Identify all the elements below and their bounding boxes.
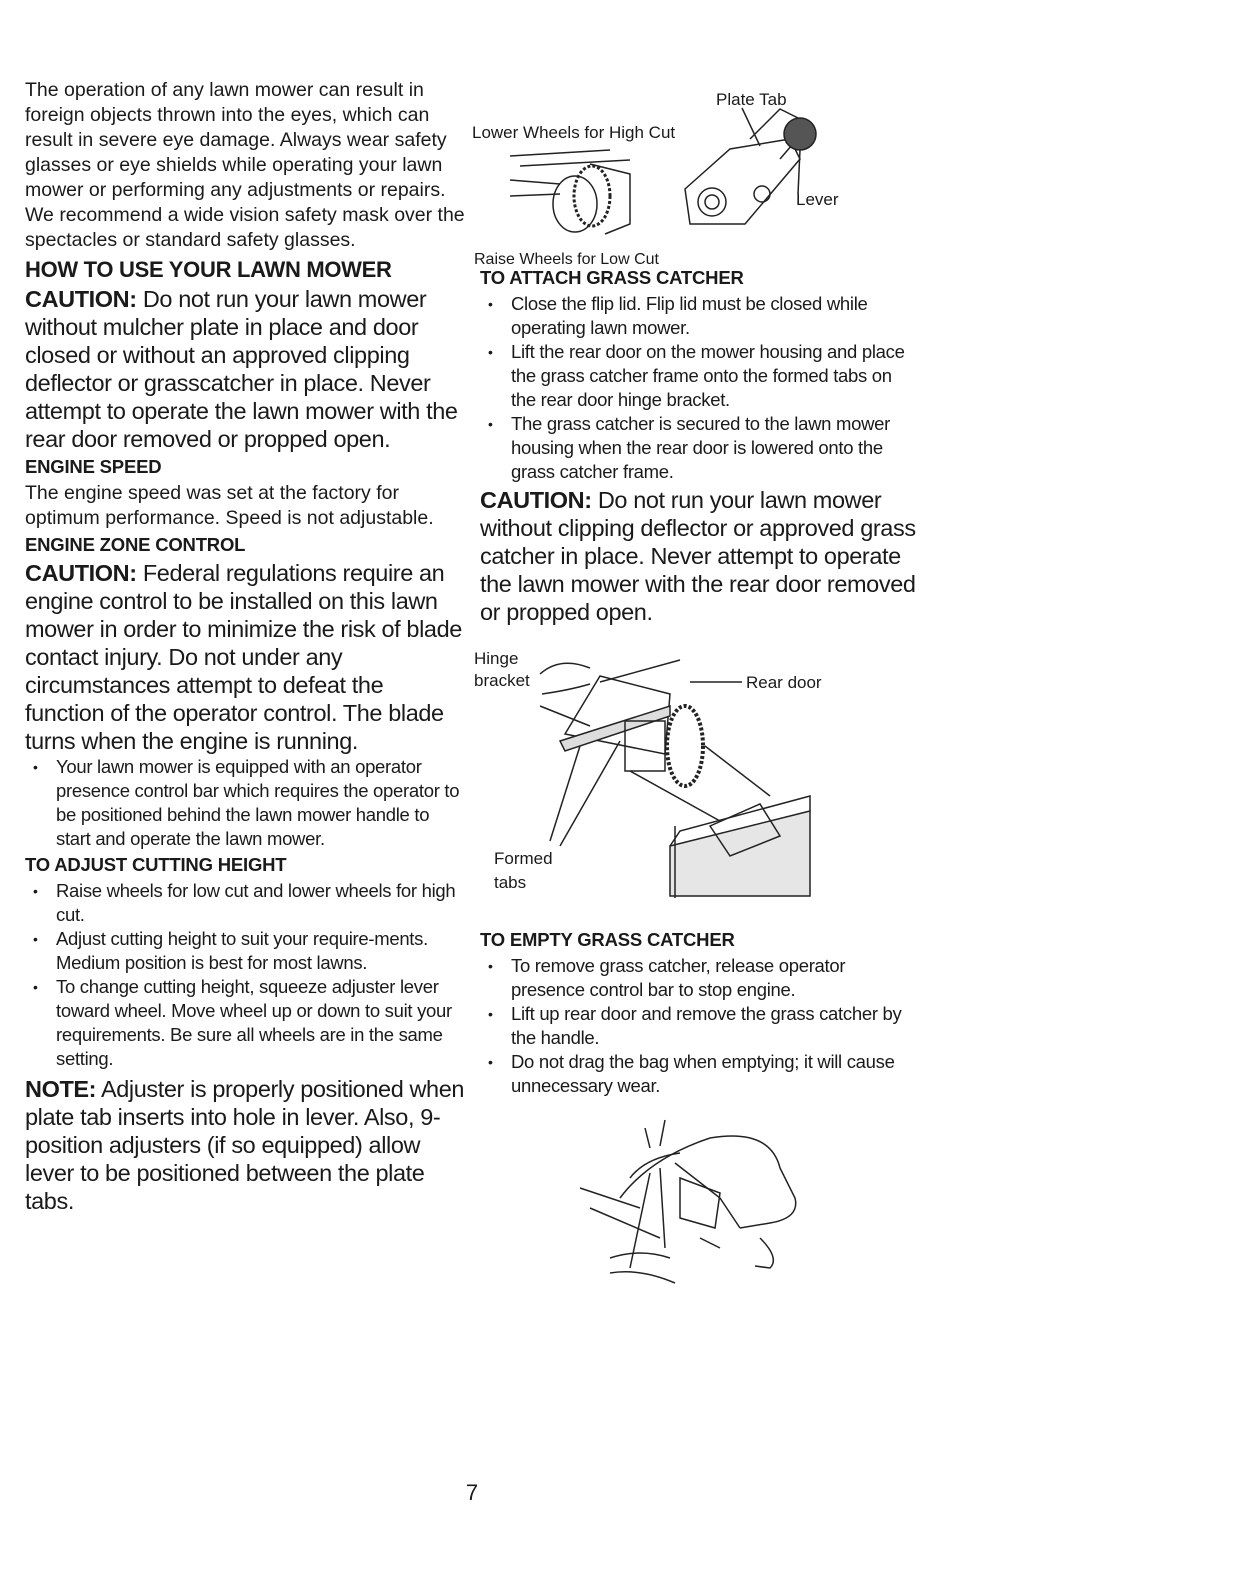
bullet-icon: •: [488, 1006, 493, 1022]
wheel-illustration: [510, 150, 630, 234]
list-item: • Lift up rear door and remove the grass catcher by the handle.: [488, 1003, 902, 1048]
bullet-icon: •: [488, 958, 493, 974]
attach-bullets: [480, 292, 920, 484]
how-to-use-heading: HOW TO USE YOUR LAWN MOWER: [25, 257, 392, 282]
rear-door-label: Rear door: [746, 673, 822, 692]
lower-wheels-label: Lower Wheels for High Cut: [472, 123, 676, 142]
caution-catcher: [480, 486, 920, 626]
catcher-frame-illustration: [540, 660, 810, 898]
bullet-icon: •: [488, 416, 493, 432]
list-item: • To change cutting height, squeeze adjuster lever toward wheel. Move wheel up or down to suit your requirements. Be sure all wheels are in the same setting.: [33, 976, 452, 1069]
cutting-height-figure: [472, 84, 920, 268]
raise-wheels-label: Raise Wheels for Low Cut: [474, 251, 659, 268]
page-number: 7: [465, 1480, 479, 1505]
caution-label: CAUTION:: [480, 487, 592, 513]
hinge-label: Hinge: [474, 649, 519, 668]
right-column: [472, 84, 920, 1288]
note-paragraph: [25, 1075, 465, 1215]
caution-mulcher: [25, 285, 465, 453]
list-item: • Close the flip lid. Flip lid must be closed while operating lawn mower.: [488, 293, 868, 338]
tabs-label: tabs: [494, 873, 527, 892]
list-item: • Lift the rear door on the mower housing and place the grass catcher frame onto the formed tabs on the rear door hinge bracket.: [488, 341, 905, 410]
empty-catcher-heading: TO EMPTY GRASS CATCHER: [480, 929, 735, 950]
bullet-icon: •: [33, 883, 38, 899]
safety-intro: The operation of any lawn mower can result in foreign objects thrown into the eyes, which can result in severe eye damage. Always wear safety glasses or eye shields while operating your lawn mower or performing any adjustments or repairs. We recommend a wide vision safety mask over the spectacles or standard safety glasses.: [25, 79, 465, 251]
caution-text: Do not run your lawn mower without clipping deflector or approved grass catcher in place. Never attempt to operate the lawn mower with the rear door removed or propped open.: [480, 487, 916, 625]
caution-text: Do not run your lawn mower without mulcher plate in place and door closed or without an approved clipping deflector or grasscatcher in place. Never attempt to operate the lawn mower with the rear door removed or propped open.: [25, 286, 458, 452]
engine-speed-heading: ENGINE SPEED: [25, 456, 162, 477]
note-label: NOTE:: [25, 1076, 97, 1102]
list-item: • Raise wheels for low cut and lower wheels for high cut.: [33, 880, 456, 925]
cutting-height-heading: TO ADJUST CUTTING HEIGHT: [25, 854, 287, 875]
bracket-label: bracket: [474, 671, 530, 690]
caution-label: CAUTION:: [25, 560, 137, 586]
engine-speed-text: The engine speed was set at the factory for optimum performance. Speed is not adjustable.: [25, 482, 434, 529]
bullet-icon: •: [488, 1054, 493, 1070]
list-item: • The grass catcher is secured to the lawn mower housing when the rear door is lowered onto the grass catcher frame.: [488, 413, 890, 482]
bullet-icon: •: [488, 296, 493, 312]
list-item: • Your lawn mower is equipped with an operator presence control bar which requires the operator to be positioned behind the lawn mower handle to start and operate the lawn mower.: [33, 756, 460, 849]
bullet-icon: •: [33, 931, 38, 947]
lever-label: Lever: [796, 190, 839, 209]
caution-label: CAUTION:: [25, 286, 137, 312]
bullet-icon: •: [33, 979, 38, 995]
list-item: • Adjust cutting height to suit your require-ments. Medium position is best for most lawns.: [33, 928, 428, 973]
plate-tab-label: Plate Tab: [716, 90, 787, 109]
list-item: • To remove grass catcher, release operator presence control bar to stop engine.: [488, 955, 846, 1000]
formed-label: Formed: [494, 849, 553, 868]
engine-zone-heading: ENGINE ZONE CONTROL: [25, 534, 246, 555]
cutting-bullets: [25, 879, 465, 1071]
zone-bullets: [25, 755, 465, 851]
bullet-icon: •: [488, 344, 493, 360]
left-column: [25, 78, 465, 1215]
note-text: Adjuster is properly positioned when plate tab inserts into hole in lever. Also, 9-position adjusters (if so equipped) allow lever to be positioned between the plate tabs.: [25, 1076, 465, 1214]
grass-catcher-attach-figure: [474, 646, 920, 916]
empty-bullets: [480, 954, 920, 1098]
caution-text: Federal regulations require an engine control to be installed on this lawn mower in order to minimize the risk of blade contact injury. Do not under any circumstances attempt to defeat the function of the operator control. The blade turns when the engine is running.: [25, 560, 462, 754]
attach-catcher-heading: TO ATTACH GRASS CATCHER: [480, 267, 744, 288]
empty-catcher-figure: [480, 1108, 920, 1288]
caution-federal: [25, 559, 465, 755]
catcher-removal-illustration: [580, 1120, 796, 1283]
bullet-icon: •: [33, 759, 38, 775]
list-item: • Do not drag the bag when emptying; it will cause unnecessary wear.: [488, 1051, 895, 1096]
